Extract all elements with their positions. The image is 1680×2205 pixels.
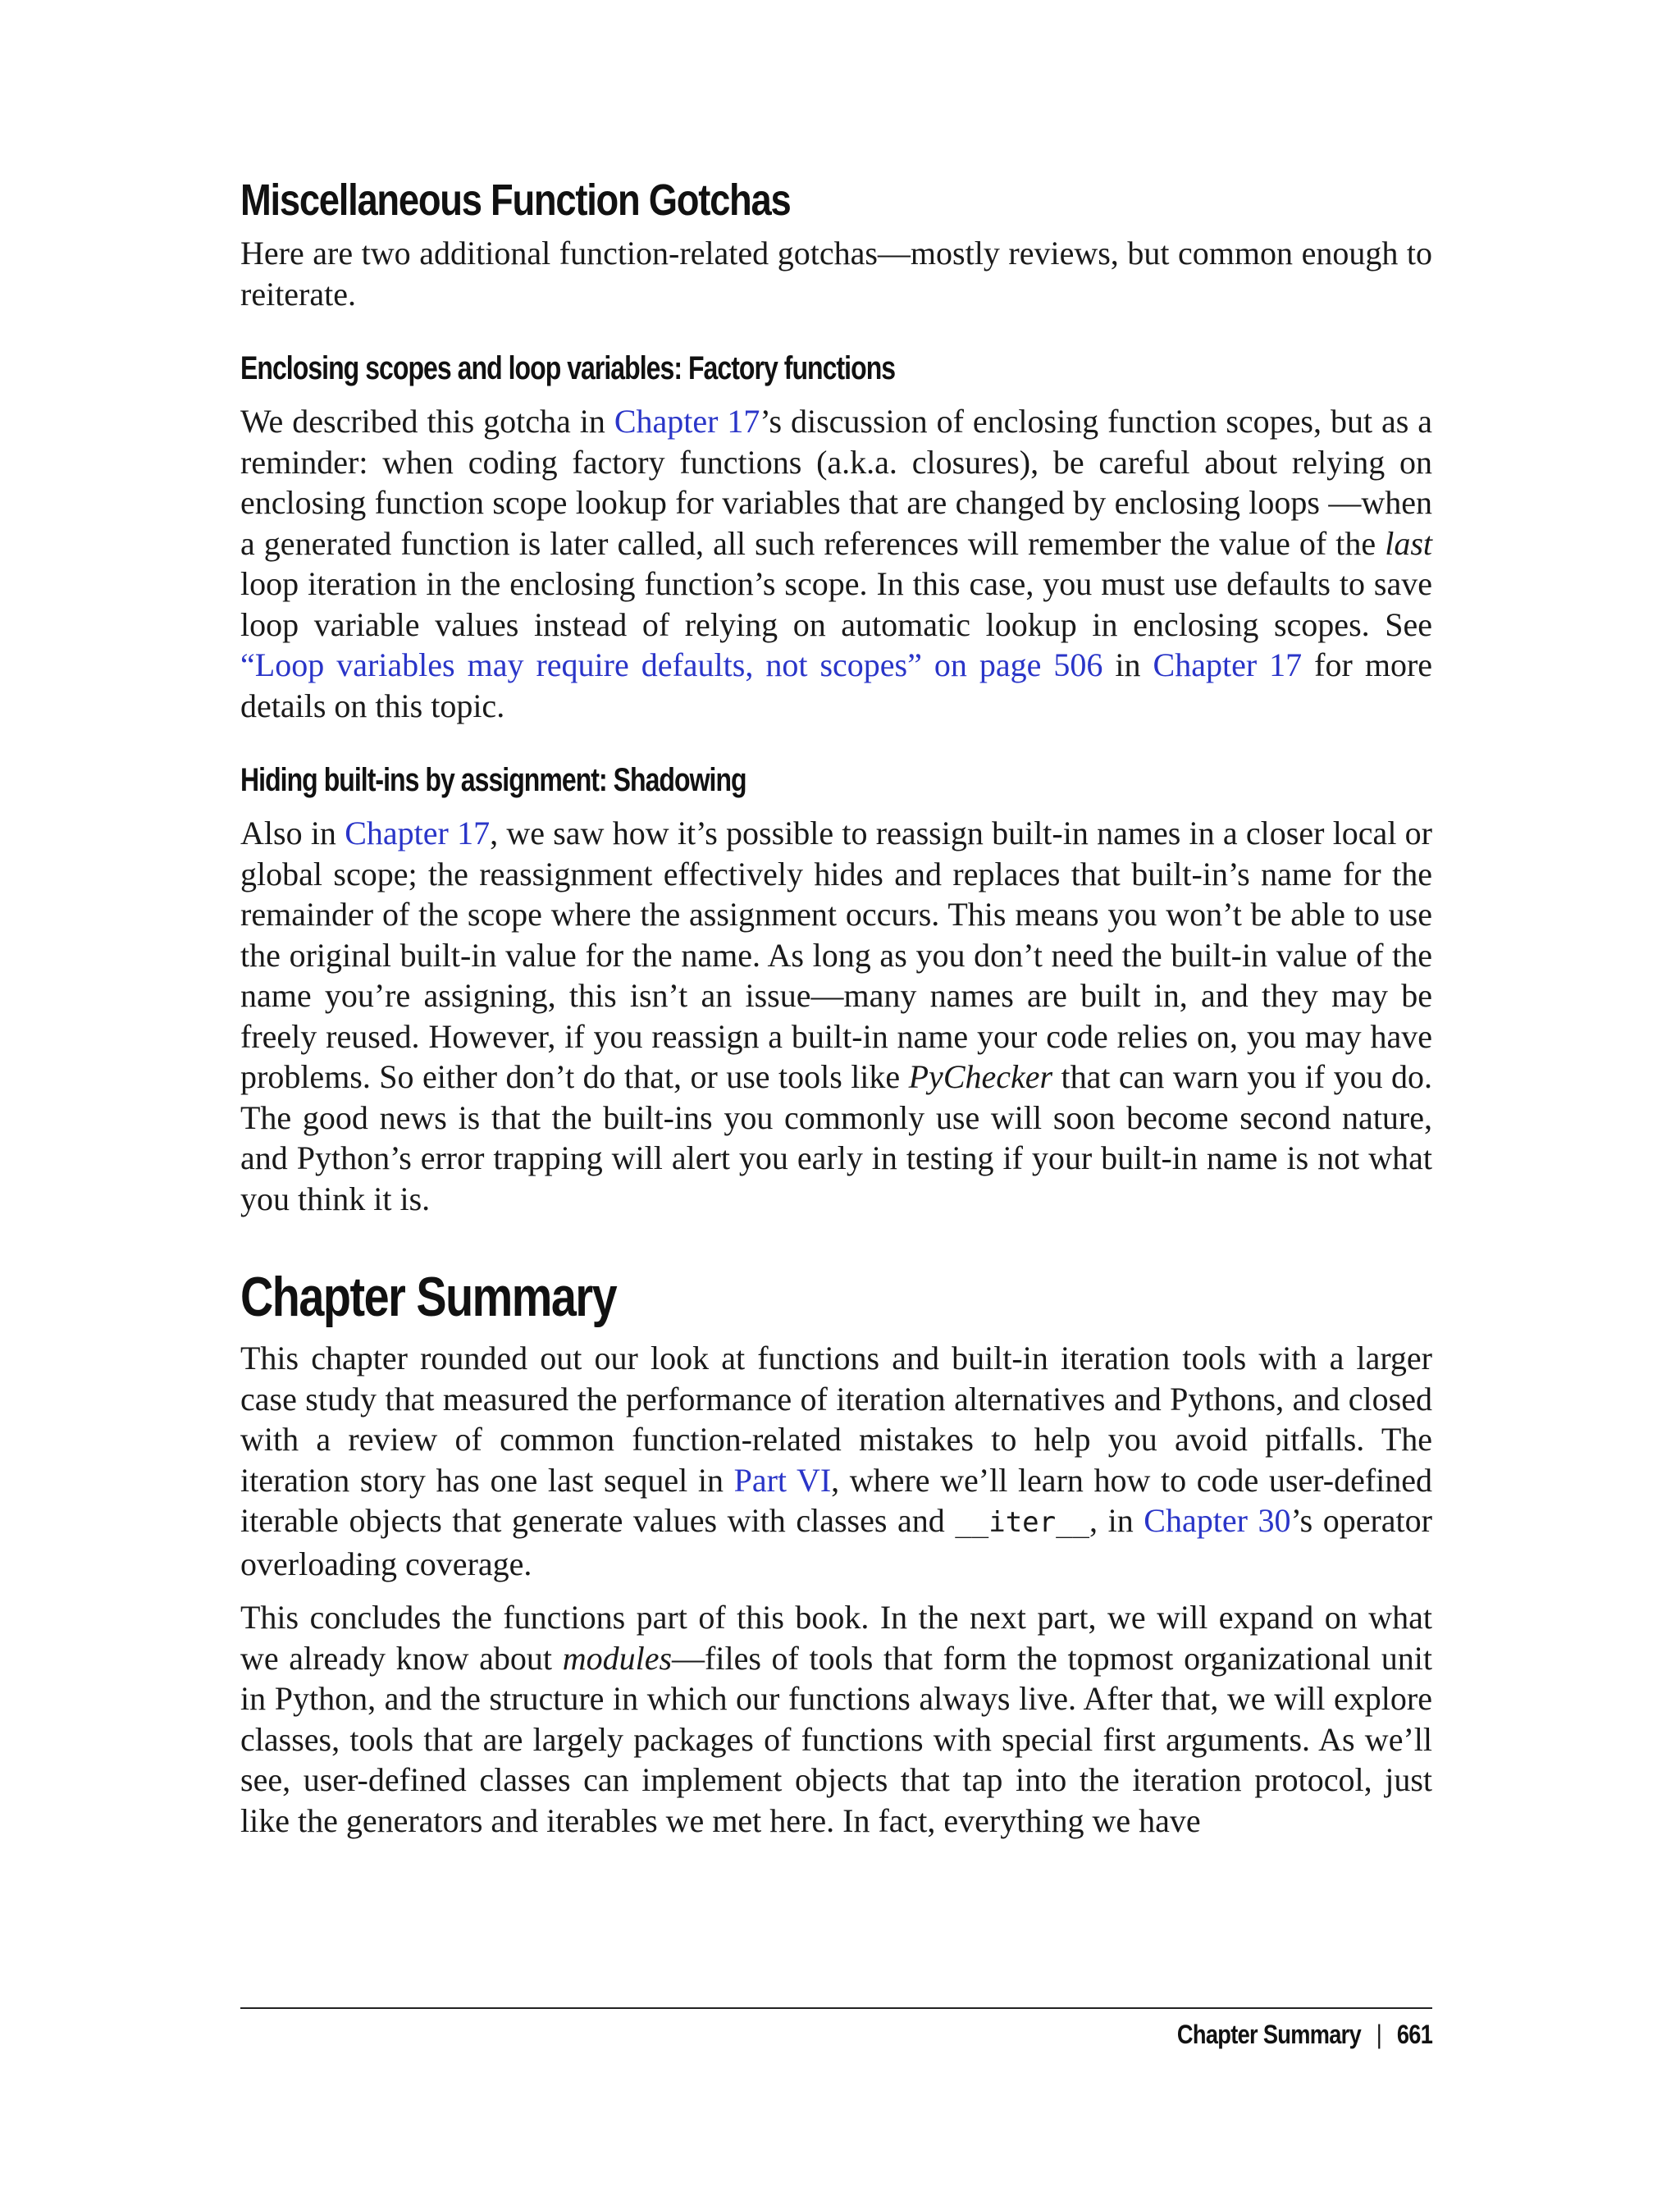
text-run: , in: [1089, 1502, 1144, 1540]
chapter-17-link[interactable]: Chapter 17: [614, 403, 760, 441]
footer-separator: |: [1376, 2020, 1381, 2049]
page-content: [240, 176, 1432, 1841]
section-title: Miscellaneous Function Gotchas: [240, 176, 791, 225]
text-run: that can warn you if you do. The good news is that the built-ins you commonly use will soon become second nature, and Python’s error trapping will alert you early in testing if your built-in name is not what you think it is.: [240, 1058, 1432, 1217]
chapter-30-link[interactable]: Chapter 30: [1144, 1502, 1291, 1540]
text-run: loop iteration in the enclosing function’s scope. In this case, you must use defaults to save loop variable values instead of relying on automatic lookup in enclosing scopes. See: [240, 565, 1432, 643]
part-vi-link[interactable]: Part VI: [733, 1461, 832, 1499]
shadowing-paragraph: [240, 813, 1432, 1219]
text-run: for more details on this topic.: [240, 646, 1433, 724]
text-run: This concludes the functions part of this book. In the next part, we will expand on what we already know about: [240, 1599, 1432, 1677]
running-head: Chapter Summary: [1176, 2020, 1361, 2049]
text-run: ’s discussion of enclosing function scopes, but as a reminder: when coding factory functions (a.k.a. closures), be careful about relying on enclosing function scope lookup for variables that are changed by enclosing loops —when a generated function is later called, all such references will remember the value of the: [240, 403, 1433, 562]
loop-variables-section-link[interactable]: “Loop variables may require defaults, not scopes” on page 506: [240, 646, 1103, 684]
text-run: ’s operator overloading coverage.: [240, 1502, 1432, 1582]
emphasis-last: last: [1385, 524, 1432, 562]
summary-paragraph-2: [240, 1597, 1432, 1841]
subsection-title-factory-functions: Enclosing scopes and loop variables: Factory functions: [240, 350, 896, 387]
text-run: in: [1102, 646, 1153, 684]
emphasis-pychecker: PyChecker: [908, 1058, 1053, 1096]
footer-rule: [240, 2007, 1432, 2009]
text-run: This chapter rounded out our look at functions and built-in iteration tools with a larger case study that measured the performance of iteration alternatives and Pythons, and closed with a review of common function-related mistakes to help you avoid pitfalls. The iteration story has one last sequel in: [240, 1340, 1432, 1499]
text-run: Also in: [240, 815, 345, 852]
chapter-summary-title: Chapter Summary: [240, 1266, 617, 1329]
iter-code: __iter__: [955, 1506, 1090, 1540]
text-run: , we saw how it’s possible to reassign built-in names in a closer local or global scope; the reassignment effectively hides and replaces that built-in’s name for the remainder of the scope where the assignment occurs. This means you won’t be able to use the original built-in value for the name. As long as you don’t need the built-in value of the name you’re assigning, this isn’t an issue—many names are built in, and they may be freely reused. However, if you reassign a built-in name your code relies on, you may have problems. So either don’t do that, or use tools like: [240, 815, 1433, 1096]
subsection-title-shadowing: Hiding built-ins by assignment: Shadowing: [240, 762, 746, 799]
page-footer: [1177, 2020, 1432, 2050]
text-run: We described this gotcha in: [240, 403, 614, 441]
text-run: —files of tools that form the topmost organizational unit in Python, and the structure in which our functions always live. After that, we will explore classes, tools that are largely packages of functions with special first arguments. As we’ll see, user-defined classes can implement objects that tap into the iteration protocol, just like the generators and iterables we met here. In fact, everything we have: [240, 1639, 1433, 1839]
emphasis-modules: modules: [562, 1639, 673, 1677]
section-intro-paragraph: Here are two additional function-related gotchas—mostly reviews, but common enough to reiterate.: [240, 235, 1432, 313]
text-run: , where we’ll learn how to code user-defined iterable objects that generate values with classes and: [240, 1461, 1433, 1540]
chapter-17-link-2[interactable]: Chapter 17: [1153, 646, 1303, 684]
chapter-17-link-3[interactable]: Chapter 17: [345, 815, 491, 852]
summary-paragraph-1: [240, 1338, 1432, 1584]
factory-functions-paragraph: [240, 401, 1432, 726]
page-number: 661: [1396, 2020, 1432, 2049]
